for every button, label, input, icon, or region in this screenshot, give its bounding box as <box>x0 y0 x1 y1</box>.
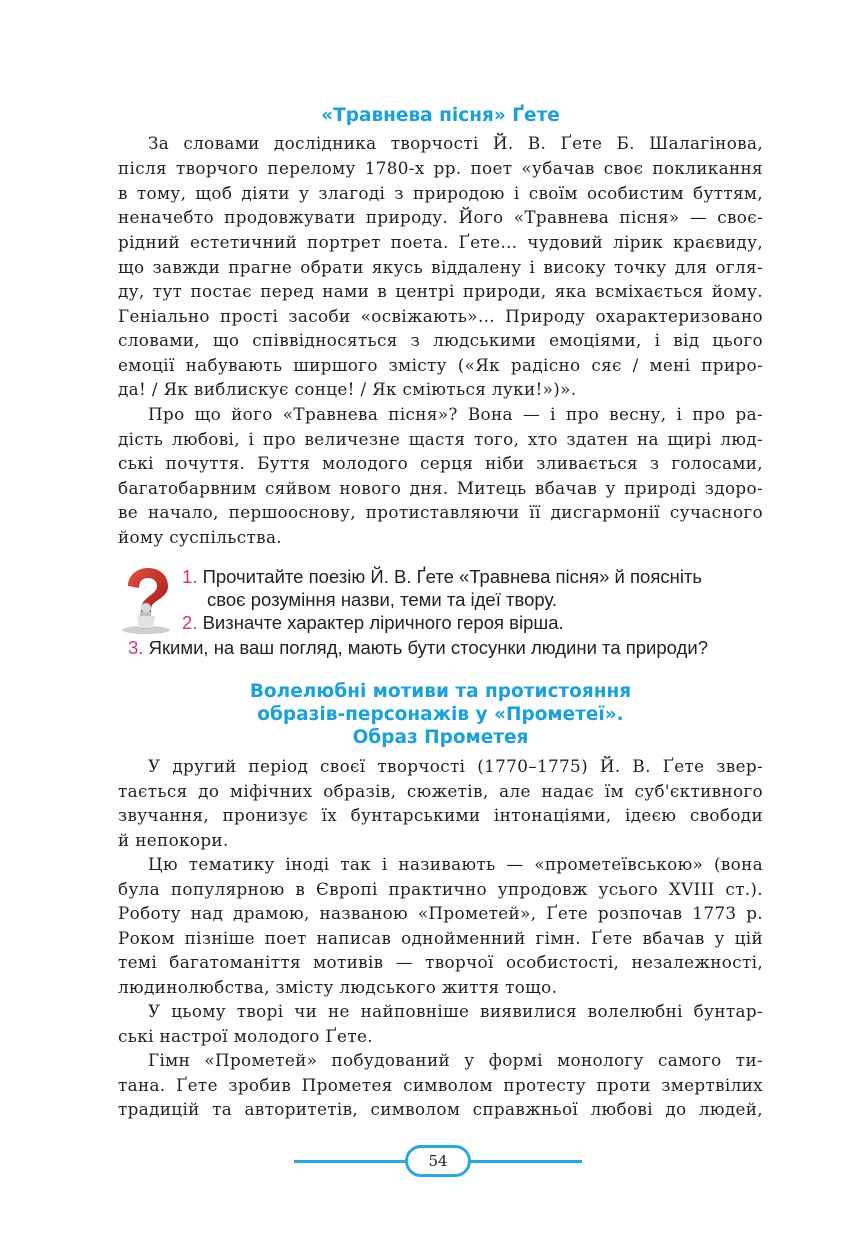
question-number: 1. <box>182 566 198 587</box>
text-line: У другий період своєї творчості (1770–1775) Й. В. Ґете звер- <box>148 756 763 776</box>
section-title-prometheus <box>118 680 763 749</box>
question-text: своє розуміння назви, теми та ідеї твору. <box>207 589 557 610</box>
text-line: й непокори. <box>118 830 229 850</box>
question-text: Прочитайте поезію Й. В. Ґете «Травнева пісня» й поясніть <box>202 566 703 587</box>
section-title-line: Образ Прометея <box>352 727 529 748</box>
section-title-may-song <box>118 104 763 127</box>
text-line: дість любові, і про величезне щастя того, хто здатен на щирі люд- <box>118 429 763 449</box>
text-line: Роботу над драмою, названою «Прометей», Ґете розпочав 1773 р. <box>118 903 763 923</box>
text-line: звучання, пронизує їх бунтарськими інтонаціями, ідеєю свободи <box>118 805 763 825</box>
footer-divider-left <box>294 1160 407 1163</box>
question-number: 2. <box>182 612 198 633</box>
question-1 <box>182 566 702 588</box>
text-line: неначебто продовжувати природу. Його «Травнева пісня» — своє- <box>118 207 763 227</box>
text-line: в тому, щоб діяти у злагоді з природою і своїм особистим буттям, <box>118 183 763 203</box>
section-title-line: Волелюбні мотиви та протистояння <box>249 681 632 702</box>
text-line: тана. Ґете зробив Прометея символом протесту проти змертвілих <box>118 1075 763 1095</box>
question-number: 3. <box>128 637 144 658</box>
text-line: людинолюбства, змісту людського життя тощо. <box>118 977 558 997</box>
text-line: ве начало, першооснову, протиставляючи її дисгармонії сучасного <box>118 502 763 522</box>
text-line: рідний естетичний портрет поета. Ґете… чудовий лірик краєвиду, <box>118 232 763 252</box>
text-line: тається до міфічних образів, сюжетів, але надає їм суб'єктивного <box>118 781 763 801</box>
text-line: темі багатоманіття мотивів — творчої особистості, незалежності, <box>118 952 763 972</box>
page-number: 54 <box>405 1145 471 1177</box>
question-3 <box>128 637 708 659</box>
text-line: йому суспільства. <box>118 527 282 547</box>
text-line: була популярною в Європі практично упродовж усього XVIII ст.). <box>118 879 763 899</box>
text-line: багатобарвним сяйвом нового дня. Митець вбачав у природі здоро- <box>118 478 763 498</box>
text-line: ські почуття. Буття молодого серця ніби зливається з голосами, <box>118 453 763 473</box>
text-line: У цьому творі чи не найповніше виявилися волелюбні бунтар- <box>148 1001 763 1021</box>
question-2 <box>182 612 564 634</box>
text-line: да! / Як виблискує сонце! / Як сміються луки!»)». <box>118 379 577 399</box>
footer-divider-right <box>469 1160 582 1163</box>
text-line: ські настрої молодого Ґете. <box>118 1026 373 1046</box>
section-title-line: образів-персонажів у «Прометеї». <box>257 704 624 725</box>
question-1-continuation <box>207 589 557 611</box>
text-line: Про що його «Травнева пісня»? Вона — і про весну, і про ра- <box>148 404 763 424</box>
text-line: емоції набувають ширшого змісту («Як радісно сяє / мені приро- <box>118 355 763 375</box>
text-line: традицій та авторитетів, символом справжньої любові до людей, <box>118 1099 763 1119</box>
text-line: після творчого перелому 1780-х рр. поет «убачав своє покликання <box>118 158 763 178</box>
text-line: словами, що співвідносяться з людськими емоціями, і від цього <box>118 330 763 350</box>
text-line: Гімн «Прометей» побудований у формі монологу самого ти- <box>148 1050 763 1070</box>
text-line: Геніально прості засоби «освіжають»… Природу охарактеризовано <box>118 306 763 326</box>
text-line: що завжди прагне обрати якусь віддалену і високу точку для огля- <box>118 257 763 277</box>
question-mark-icon <box>120 568 172 634</box>
text-line: Цю тематику іноді так і називають — «прометеївською» (вона <box>148 854 763 874</box>
section-title-text: «Травнева пісня» Ґете <box>321 105 560 126</box>
text-line: ду, тут постає перед нами в центрі природи, яка всміхається йому. <box>118 281 763 301</box>
text-line: За словами дослідника творчості Й. В. Ґете Б. Шалагінова, <box>148 133 763 153</box>
question-text: Визначте характер ліричного героя вірша. <box>202 612 564 633</box>
text-line: Роком пізніше поет написав однойменний гімн. Ґете вбачав у цій <box>118 928 763 948</box>
question-text: Якими, на ваш погляд, мають бути стосунки людини та природи? <box>148 637 708 658</box>
